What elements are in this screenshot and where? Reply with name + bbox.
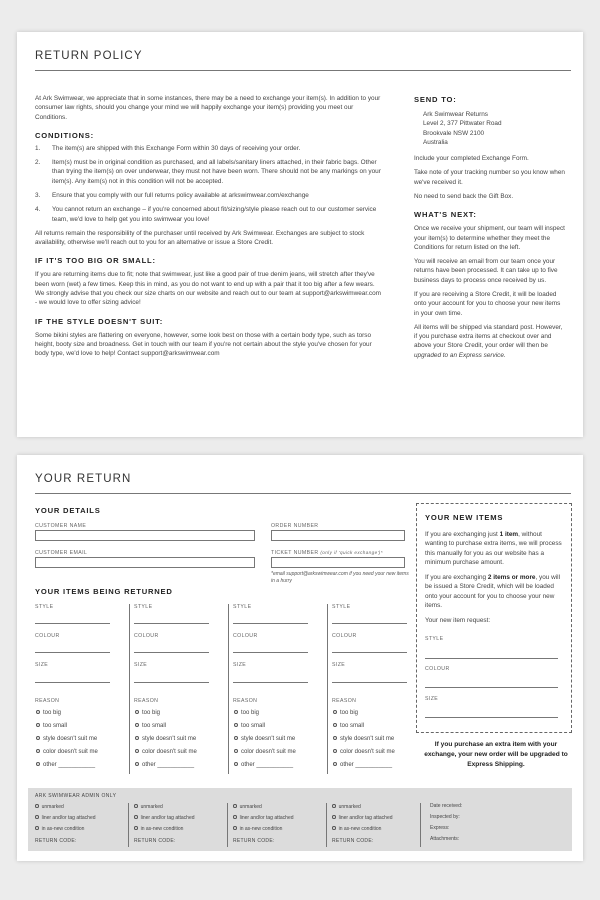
conditions-list xyxy=(35,144,383,224)
new-size-label: SIZE xyxy=(425,696,439,702)
radio-circle-icon[interactable] xyxy=(332,826,336,830)
customer-email-label: CUSTOMER EMAIL xyxy=(35,550,88,556)
order-number-label: ORDER NUMBER xyxy=(271,523,319,529)
radio-circle-icon[interactable] xyxy=(233,826,237,830)
next-text: All items will be shipped via standard post. However, if you purchase extra items at checkout over and above your Store Credit, your order will then be upgraded to an Express service. xyxy=(414,323,563,359)
next-text: You will receive an email from our team once your returns have been processed. It can take up to five business days to process once received by us. xyxy=(414,258,558,284)
whats-next-heading: WHAT'S NEXT: xyxy=(414,210,477,220)
items-heading: YOUR ITEMS BEING RETURNED xyxy=(35,587,173,596)
order-number-field[interactable] xyxy=(271,530,405,541)
title-rule xyxy=(35,493,571,494)
new-items-text-2: If you are exchanging 2 items or more, you will be issued a Store Credit, which will be loaded onto your account for you to choose your new items. xyxy=(425,574,560,609)
condition-item xyxy=(35,205,383,224)
radio-circle-icon[interactable] xyxy=(135,710,139,714)
item-reason-label: REASON xyxy=(134,698,159,704)
condition-number: 1. xyxy=(35,144,41,152)
radio-circle-icon[interactable] xyxy=(135,749,139,753)
new-items-text-1: If you are exchanging just 1 item, without wanting to purchase extra items, we will process this manually for you as our website has a minimum purchase amount. xyxy=(425,531,562,566)
customer-email-field[interactable] xyxy=(35,557,255,568)
reason-option[interactable]: too small xyxy=(36,722,67,731)
reason-option[interactable]: style doesn't suit me xyxy=(234,735,295,744)
item-column-divider xyxy=(228,604,229,774)
admin-option[interactable]: in as-new condition xyxy=(233,826,282,833)
radio-circle-icon[interactable] xyxy=(36,710,40,714)
admin-option[interactable]: in as-new condition xyxy=(134,826,183,833)
item-colour-line[interactable] xyxy=(35,652,110,653)
ticket-number-label: TICKET NUMBER (only if 'quick exchange')* xyxy=(271,550,383,556)
express-label: Express: xyxy=(430,825,450,831)
radio-circle-icon[interactable] xyxy=(333,723,337,727)
radio-circle-icon[interactable] xyxy=(333,749,337,753)
email-note: *email support@arkswimwear.com if you need your new items in a hurry xyxy=(271,571,409,584)
radio-circle-icon[interactable] xyxy=(36,723,40,727)
item-reason-label: REASON xyxy=(332,698,357,704)
style-heading: IF THE STYLE DOESN'T SUIT: xyxy=(35,316,164,326)
ticket-number-field[interactable] xyxy=(271,557,405,568)
condition-number: 2. xyxy=(35,159,41,167)
page-title: RETURN POLICY xyxy=(35,50,143,62)
admin-option[interactable]: unmarked xyxy=(332,804,361,811)
admin-column-divider xyxy=(128,803,129,847)
next-text: Once we receive your shipment, our team will inspect your item(s) to determine whether they meet the Conditions for return listed on the left. xyxy=(414,225,565,251)
radio-circle-icon[interactable] xyxy=(333,710,337,714)
admin-column-divider xyxy=(227,803,228,847)
upgrade-note: If you purchase an extra item with your exchange, your new order will be upgraded to Express Shipping. xyxy=(424,741,568,768)
radio-circle-icon[interactable] xyxy=(36,749,40,753)
admin-area xyxy=(28,788,572,851)
return-address xyxy=(414,110,566,147)
reason-option[interactable]: too small xyxy=(135,722,166,731)
title-rule xyxy=(35,70,571,71)
send-to-heading: SEND TO: xyxy=(414,95,457,104)
item-size-label: SIZE xyxy=(332,662,346,668)
item-size-label: SIZE xyxy=(35,662,49,668)
item-colour-label: COLOUR xyxy=(134,633,159,639)
item-size-label: SIZE xyxy=(134,662,148,668)
radio-circle-icon[interactable] xyxy=(234,736,238,740)
new-colour-label: COLOUR xyxy=(425,666,450,672)
item-style-line[interactable] xyxy=(233,623,308,624)
radio-circle-icon[interactable] xyxy=(332,815,336,819)
radio-circle-icon[interactable] xyxy=(233,815,237,819)
radio-circle-icon[interactable] xyxy=(234,710,238,714)
condition-text: Ensure that you comply with our full returns policy available at arkswimwear.com/exchange xyxy=(52,191,309,199)
admin-option[interactable]: unmarked xyxy=(134,804,163,811)
reason-option[interactable]: style doesn't suit me xyxy=(333,735,394,744)
admin-option[interactable]: liner and/or tag attached xyxy=(35,815,96,822)
item-colour-label: COLOUR xyxy=(233,633,258,639)
radio-circle-icon[interactable] xyxy=(134,804,138,808)
reason-option[interactable]: color doesn't suit me xyxy=(333,748,395,757)
new-items-heading: YOUR NEW ITEMS xyxy=(425,513,504,522)
radio-circle-icon[interactable] xyxy=(36,762,40,766)
item-style-line[interactable] xyxy=(332,623,407,624)
item-style-label: STYLE xyxy=(233,604,252,610)
radio-circle-icon[interactable] xyxy=(35,826,39,830)
admin-option[interactable]: liner and/or tag attached xyxy=(134,815,195,822)
admin-heading: ARK SWIMWEAR ADMIN ONLY xyxy=(35,793,117,799)
item-size-line[interactable] xyxy=(35,682,110,683)
new-style-line[interactable] xyxy=(425,658,558,659)
item-colour-label: COLOUR xyxy=(332,633,357,639)
date-received-label: Date received: xyxy=(430,803,463,809)
admin-option[interactable]: liner and/or tag attached xyxy=(332,815,393,822)
item-colour-label: COLOUR xyxy=(35,633,60,639)
radio-circle-icon[interactable] xyxy=(35,804,39,808)
next-text: If you are receiving a Store Credit, it will be loaded onto your account for you to choose your new items in your own time. xyxy=(414,290,561,317)
return-code-label: RETURN CODE: xyxy=(134,838,176,844)
radio-circle-icon[interactable] xyxy=(135,736,139,740)
new-item-request-label: Your new item request: xyxy=(425,617,491,624)
item-size-line[interactable] xyxy=(332,682,407,683)
new-style-label: STYLE xyxy=(425,636,444,642)
radio-circle-icon[interactable] xyxy=(135,762,139,766)
reason-option[interactable]: too big xyxy=(36,709,61,718)
fit-text: If you are returning items due to fit; note that swimwear, just like a good pair of true denim jeans, will stretch after they've been worn (wet) a few times. Keep this in mind, as you do not want to end up with a pair that it too big after a few wears. We strongly advise that you check our size charts on our website and reach out to our team at support@arkswimwear.com - we would love to offer sizing advice! xyxy=(35,271,381,307)
conditions-heading: CONDITIONS: xyxy=(35,130,95,140)
radio-circle-icon[interactable] xyxy=(36,736,40,740)
item-colour-line[interactable] xyxy=(332,652,407,653)
reason-option[interactable]: other ___________ xyxy=(333,761,392,770)
condition-item xyxy=(35,158,383,186)
condition-item xyxy=(35,144,383,153)
send-note: No need to send back the Gift Box. xyxy=(414,192,514,200)
attachments-label: Attachments: xyxy=(430,836,460,842)
radio-circle-icon[interactable] xyxy=(135,723,139,727)
item-size-label: SIZE xyxy=(233,662,247,668)
address-line: Ark Swimwear Returns xyxy=(423,111,488,118)
radio-circle-icon[interactable] xyxy=(234,723,238,727)
item-style-label: STYLE xyxy=(332,604,351,610)
responsibility-text: All returns remain the responsibility of the purchaser until received by Ark Swimwear. Exchanges are subject to stock availability, otherwise we'll reach out to you for an alternative or issue a Store Credit. xyxy=(35,229,365,247)
radio-circle-icon[interactable] xyxy=(134,826,138,830)
item-style-line[interactable] xyxy=(35,623,110,624)
admin-option[interactable]: unmarked xyxy=(35,804,64,811)
condition-number: 3. xyxy=(35,191,41,199)
reason-option[interactable]: too big xyxy=(234,709,259,718)
reason-option[interactable]: too big xyxy=(333,709,358,718)
admin-option[interactable]: in as-new condition xyxy=(332,826,381,833)
return-policy-page xyxy=(17,32,583,437)
item-column-divider xyxy=(129,604,130,774)
customer-name-field[interactable] xyxy=(35,530,255,541)
return-code-label: RETURN CODE: xyxy=(35,838,77,844)
radio-circle-icon[interactable] xyxy=(333,762,337,766)
item-column-divider xyxy=(327,604,328,774)
radio-circle-icon[interactable] xyxy=(234,749,238,753)
radio-circle-icon[interactable] xyxy=(234,762,238,766)
send-note: Take note of your tracking number so you know when we've received it. xyxy=(414,169,565,186)
radio-circle-icon[interactable] xyxy=(332,804,336,808)
reason-option[interactable]: too small xyxy=(333,722,364,731)
admin-option[interactable]: liner and/or tag attached xyxy=(233,815,294,822)
reason-option[interactable]: style doesn't suit me xyxy=(36,735,97,744)
page-title: YOUR RETURN xyxy=(35,473,132,485)
reason-option[interactable]: too small xyxy=(234,722,265,731)
item-style-label: STYLE xyxy=(35,604,54,610)
item-colour-line[interactable] xyxy=(233,652,308,653)
item-size-line[interactable] xyxy=(233,682,308,683)
new-size-line[interactable] xyxy=(425,717,558,718)
reason-option[interactable]: color doesn't suit me xyxy=(135,748,197,757)
item-style-label: STYLE xyxy=(134,604,153,610)
radio-circle-icon[interactable] xyxy=(233,804,237,808)
condition-text: Item(s) must be in original condition as purchased, and all labels/sanitary liners attached, in their fabric bags. Other than trying the item(s) on over underwear, they must not have been worn. There should not be any markings on your item(s). Any item(s) not in this condition will not be accepted. xyxy=(52,159,381,185)
admin-option[interactable]: unmarked xyxy=(233,804,262,811)
reason-option[interactable]: color doesn't suit me xyxy=(36,748,98,757)
admin-option[interactable]: in as-new condition xyxy=(35,826,84,833)
item-reason-label: REASON xyxy=(233,698,258,704)
intro-text: At Ark Swimwear, we appreciate that in some instances, there may be a need to exchange your item(s). In addition to your consumer law rights, should you change your mind we will happily exchange your item(s) providing you meet our Conditions. xyxy=(35,95,381,121)
item-colour-line[interactable] xyxy=(134,652,209,653)
reason-option[interactable]: other ___________ xyxy=(234,761,293,770)
your-details-heading: YOUR DETAILS xyxy=(35,506,101,515)
customer-name-label: CUSTOMER NAME xyxy=(35,523,87,529)
admin-divider xyxy=(420,803,421,847)
condition-number: 4. xyxy=(35,206,41,214)
send-note: Include your completed Exchange Form. xyxy=(414,155,529,163)
policy-left-column xyxy=(35,94,383,363)
address-line: Level 2, 377 Pittwater Road xyxy=(423,120,502,128)
item-reason-label: REASON xyxy=(35,698,60,704)
return-code-label: RETURN CODE: xyxy=(233,838,275,844)
reason-option[interactable]: too big xyxy=(135,709,160,718)
condition-text: You cannot return an exchange – if you're concerned about fit/sizing/style please reach out to our customer service team, we'd love to help get you into swimwear you love! xyxy=(52,206,377,223)
admin-column-divider xyxy=(326,803,327,847)
policy-right-column xyxy=(414,94,566,365)
new-colour-line[interactable] xyxy=(425,687,558,688)
your-return-page xyxy=(17,455,583,861)
item-style-line[interactable] xyxy=(134,623,209,624)
return-code-label: RETURN CODE: xyxy=(332,838,374,844)
address-line: Australia xyxy=(423,138,448,146)
reason-option[interactable]: style doesn't suit me xyxy=(135,735,196,744)
style-text: Some bikini styles are flattering on everyone, however, some look best on those with a certain body type, such as torso height, booty size and broadness. Get in touch with our team if you're not certain about the style you've chosen for your body type, we'd love to help! Contact support@arkswimwear.com xyxy=(35,331,372,358)
item-size-line[interactable] xyxy=(134,682,209,683)
radio-circle-icon[interactable] xyxy=(35,815,39,819)
inspected-by-label: Inspected by: xyxy=(430,814,460,820)
reason-option[interactable]: color doesn't suit me xyxy=(234,748,296,757)
reason-option[interactable]: other ___________ xyxy=(135,761,194,770)
radio-circle-icon[interactable] xyxy=(333,736,337,740)
condition-item xyxy=(35,191,383,200)
reason-option[interactable]: other ___________ xyxy=(36,761,95,770)
radio-circle-icon[interactable] xyxy=(134,815,138,819)
condition-text: The item(s) are shipped with this Exchange Form within 30 days of receiving your order. xyxy=(52,144,301,152)
fit-heading: IF IT'S TOO BIG OR SMALL: xyxy=(35,256,156,266)
address-line: Brookvale NSW 2100 xyxy=(423,129,485,137)
